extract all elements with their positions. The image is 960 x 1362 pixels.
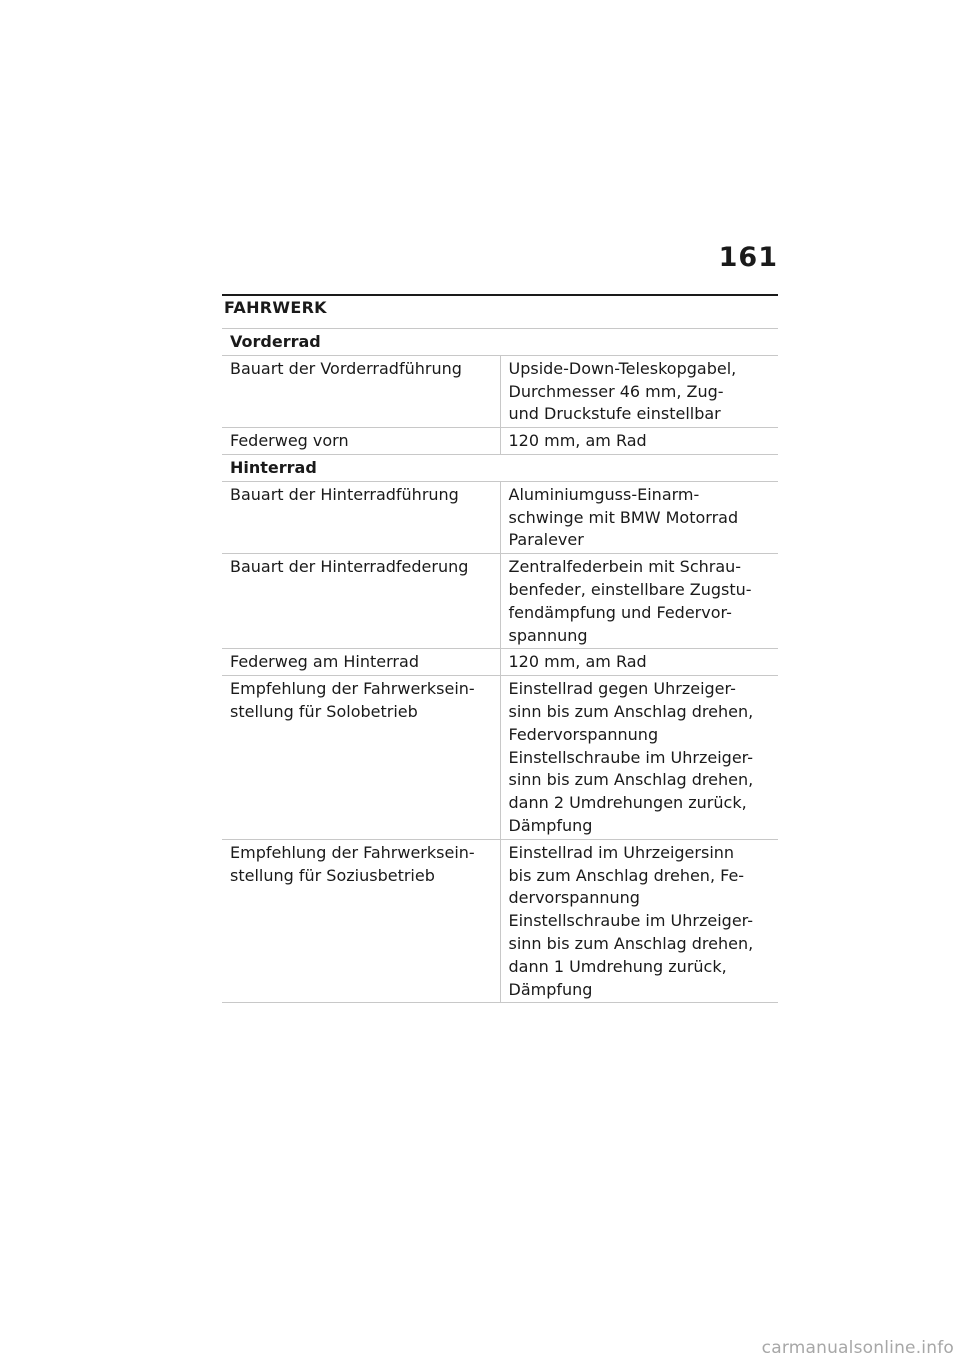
value-line: sinn bis zum Anschlag drehen, (508, 701, 754, 721)
value-line: fendämpfung und Federvor- (508, 602, 732, 622)
label-line: Empfehlung der Fahrwerksein- (230, 679, 475, 699)
group-title: Hinterrad (222, 454, 778, 481)
section-title: FAHRWERK (224, 298, 327, 317)
label-line: Bauart der Hinterradfederung (230, 557, 469, 577)
spec-label (222, 355, 500, 427)
table-row (222, 649, 778, 676)
value-line: sinn bis zum Anschlag drehen, (508, 933, 754, 953)
table-row (222, 481, 778, 553)
value-line: Upside-Down-Teleskopgabel, (508, 358, 737, 378)
table-row (222, 676, 778, 840)
value-line: sinn bis zum Anschlag drehen, (508, 770, 754, 790)
group-title: Vorderrad (222, 329, 778, 356)
label-line: Bauart der Vorderradführung (230, 358, 462, 378)
value-line: bis zum Anschlag drehen, Fe- (508, 865, 745, 885)
spec-label (222, 554, 500, 649)
value-line: Paralever (508, 530, 584, 550)
value-line: 120 mm, am Rad (508, 652, 647, 672)
spec-value (500, 481, 778, 553)
spec-table (222, 328, 778, 1003)
value-line: Dämpfung (508, 815, 593, 835)
spec-label (222, 649, 500, 676)
label-line: Bauart der Hinterradführung (230, 484, 459, 504)
value-line: Federvorspannung (508, 724, 659, 744)
value-line: Einstellrad im Uhrzeigersinn (508, 842, 735, 862)
value-line: Einstellrad gegen Uhrzeiger- (508, 679, 736, 699)
spec-table-body (222, 329, 778, 1003)
spec-value (500, 649, 778, 676)
spec-value (500, 554, 778, 649)
table-row (222, 355, 778, 427)
label-line: stellung für Soziusbetrieb (230, 865, 435, 885)
value-line: 120 mm, am Rad (508, 431, 647, 451)
group-row-vorderrad (222, 329, 778, 356)
spec-value (500, 676, 778, 840)
site-watermark: carmanualsonline.info (761, 1338, 954, 1358)
label-line: Empfehlung der Fahrwerksein- (230, 842, 475, 862)
spec-label (222, 481, 500, 553)
section-rule (222, 294, 778, 296)
spec-label (222, 676, 500, 840)
value-line: spannung (508, 625, 588, 645)
value-line: und Druckstufe einstellbar (508, 404, 721, 424)
spec-label (222, 839, 500, 1003)
label-line: Federweg vorn (230, 431, 349, 451)
value-line: schwinge mit BMW Motorrad (508, 507, 739, 527)
value-line: Einstellschraube im Uhrzeiger- (508, 911, 753, 931)
value-line: Aluminiumguss-Einarm- (508, 484, 700, 504)
value-line: dann 1 Umdrehung zurück, (508, 956, 727, 976)
value-line: Dämpfung (508, 979, 593, 999)
spec-value (500, 839, 778, 1003)
table-row (222, 839, 778, 1003)
value-line: Einstellschraube im Uhrzeiger- (508, 747, 753, 767)
group-row-hinterrad (222, 454, 778, 481)
table-row (222, 554, 778, 649)
value-line: Zentralfederbein mit Schrau- (508, 557, 742, 577)
value-line: dann 2 Umdrehungen zurück, (508, 793, 747, 813)
page-number: 161 (718, 242, 778, 273)
value-line: dervorspannung (508, 888, 640, 908)
spec-value (500, 355, 778, 427)
spec-label (222, 428, 500, 455)
label-line: Federweg am Hinterrad (230, 652, 419, 672)
value-line: benfeder, einstellbare Zugstu- (508, 579, 752, 599)
value-line: Durchmesser 46 mm, Zug- (508, 381, 724, 401)
table-row (222, 428, 778, 455)
label-line: stellung für Solobetrieb (230, 701, 418, 721)
spec-value (500, 428, 778, 455)
